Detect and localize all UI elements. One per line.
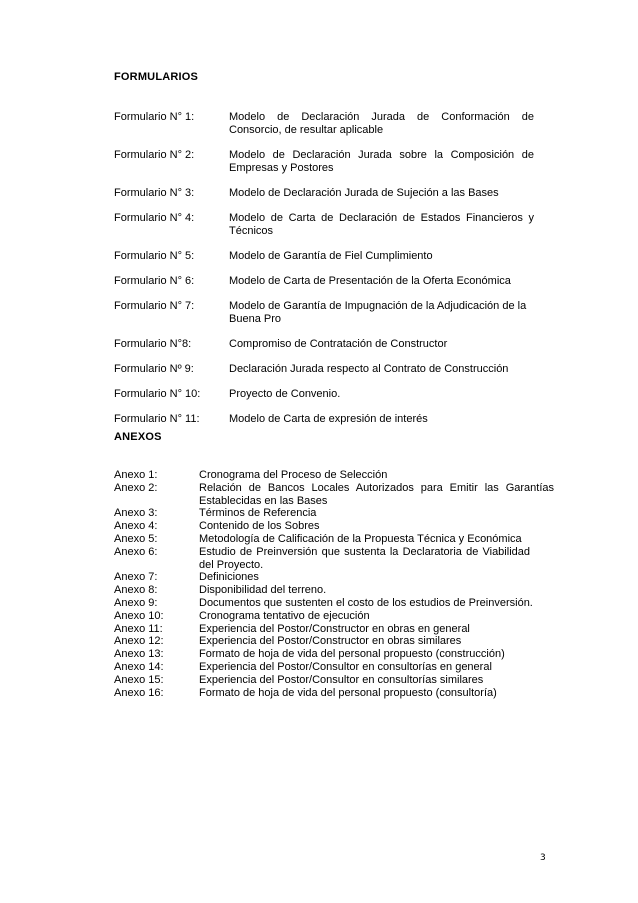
anexo-item [114,610,554,623]
anexo-description: Experiencia del Postor/Consultor en consultorías en general [199,660,492,673]
formulario-description: Modelo de Garantía de Fiel Cumplimiento [229,250,433,262]
formulario-label: Formulario N° 11: [114,413,200,425]
anexo-description: Cronograma del Proceso de Selección [199,469,388,481]
anexo-description: Estudio de Preinversión que sustenta la Declaratoria de Viabilidad del Proyecto. [199,545,530,571]
anexo-label: Anexo 1: [114,469,158,481]
formulario-item [114,300,534,326]
anexo-description: Definiciones [199,571,259,584]
formulario-label: Formulario N° 2: [114,149,195,161]
anexo-description: Términos de Referencia [199,507,317,520]
anexos-heading: ANEXOS [114,431,162,443]
formulario-label: Formulario N°8: [114,338,192,350]
anexo-description: Experiencia del Postor/Consultor en consultorías similares [199,673,484,686]
anexo-label: Anexo 14: [114,660,164,673]
formulario-item [114,275,534,288]
anexo-label: Anexo 12: [114,635,164,648]
page-number: 3 [540,853,546,863]
formularios-heading: FORMULARIOS [114,71,199,83]
anexo-item [114,597,554,610]
anexo-item [114,648,554,661]
formulario-item [114,413,534,426]
anexo-label: Anexo 4: [114,520,158,533]
anexo-label: Anexo 2: [114,481,158,494]
anexo-item [114,469,554,482]
formulario-item [114,250,534,263]
anexo-description: Formato de hoja de vida del personal propuesto (consultoría) [199,686,497,699]
formulario-label: Formulario N° 7: [114,300,195,312]
formulario-label: Formulario N° 4: [114,212,195,224]
anexo-description: Experiencia del Postor/Constructor en obras similares [199,635,462,648]
formulario-description: Declaración Jurada respecto al Contrato de Construcción [229,363,509,375]
formulario-description: Modelo de Carta de expresión de interés [229,413,428,425]
anexo-item [114,533,554,546]
anexo-label: Anexo 16: [114,686,164,699]
anexo-item [114,507,554,520]
anexo-description: Relación de Bancos Locales Autorizados para Emitir las Garantías Establecidas en las Bases [199,481,554,507]
formulario-item [114,212,534,238]
formulario-item [114,149,534,175]
anexos-list [114,469,554,699]
anexo-item [114,661,554,674]
anexo-item [114,623,554,636]
formulario-label: Formulario N° 6: [114,275,195,287]
anexo-description: Metodología de Calificación de la Propuesta Técnica y Económica [199,532,522,545]
anexo-item [114,571,554,584]
anexo-label: Anexo 15: [114,673,164,686]
formulario-label: Formulario N° 1: [114,111,195,123]
formulario-item [114,187,534,200]
formulario-description: Compromiso de Contratación de Constructor [229,338,448,350]
anexo-label: Anexo 5: [114,532,158,545]
formulario-item [114,388,534,401]
anexo-description: Experiencia del Postor/Constructor en obras en general [199,622,470,635]
anexo-label: Anexo 10: [114,609,164,622]
anexo-item [114,674,554,687]
formulario-description: Proyecto de Convenio. [229,388,341,400]
anexo-description: Disponibilidad del terreno. [199,584,327,597]
formulario-label: Formulario N° 10: [114,388,201,400]
formulario-label: Formulario N° 3: [114,187,195,199]
formulario-description: Modelo de Declaración Jurada de Conformación de Consorcio, de resultar aplicable [229,111,534,136]
formulario-description: Modelo de Declaración Jurada sobre la Composición de Empresas y Postores [229,149,534,174]
anexo-item [114,687,554,700]
anexo-item [114,584,554,597]
anexo-item [114,546,554,572]
anexo-label: Anexo 13: [114,648,164,661]
formulario-label: Formulario N° 5: [114,250,195,262]
anexo-label: Anexo 3: [114,507,158,520]
anexo-description: Documentos que sustenten el costo de los estudios de Preinversión. [199,596,533,609]
anexo-item [114,635,554,648]
anexo-label: Anexo 6: [114,545,158,558]
anexo-description: Formato de hoja de vida del personal propuesto (construcción) [199,648,505,661]
anexo-description: Cronograma tentativo de ejecución [199,609,370,622]
anexo-item [114,482,554,508]
anexo-description: Contenido de los Sobres [199,520,320,533]
anexo-label: Anexo 8: [114,584,158,597]
anexo-label: Anexo 9: [114,596,158,609]
formulario-item [114,363,534,376]
formulario-description: Modelo de Carta de Presentación de la Oferta Económica [229,275,511,287]
formulario-label: Formulario Nº 9: [114,363,194,375]
formularios-list [114,111,534,438]
anexo-label: Anexo 11: [114,622,163,635]
formulario-item [114,111,534,137]
anexo-item [114,520,554,533]
formulario-description: Modelo de Carta de Declaración de Estados Financieros y Técnicos [229,212,534,237]
formulario-description: Modelo de Garantía de Impugnación de la Adjudicación de la Buena Pro [229,300,527,325]
formulario-description: Modelo de Declaración Jurada de Sujeción a las Bases [229,187,499,199]
formulario-item [114,338,534,351]
anexo-label: Anexo 7: [114,571,158,584]
